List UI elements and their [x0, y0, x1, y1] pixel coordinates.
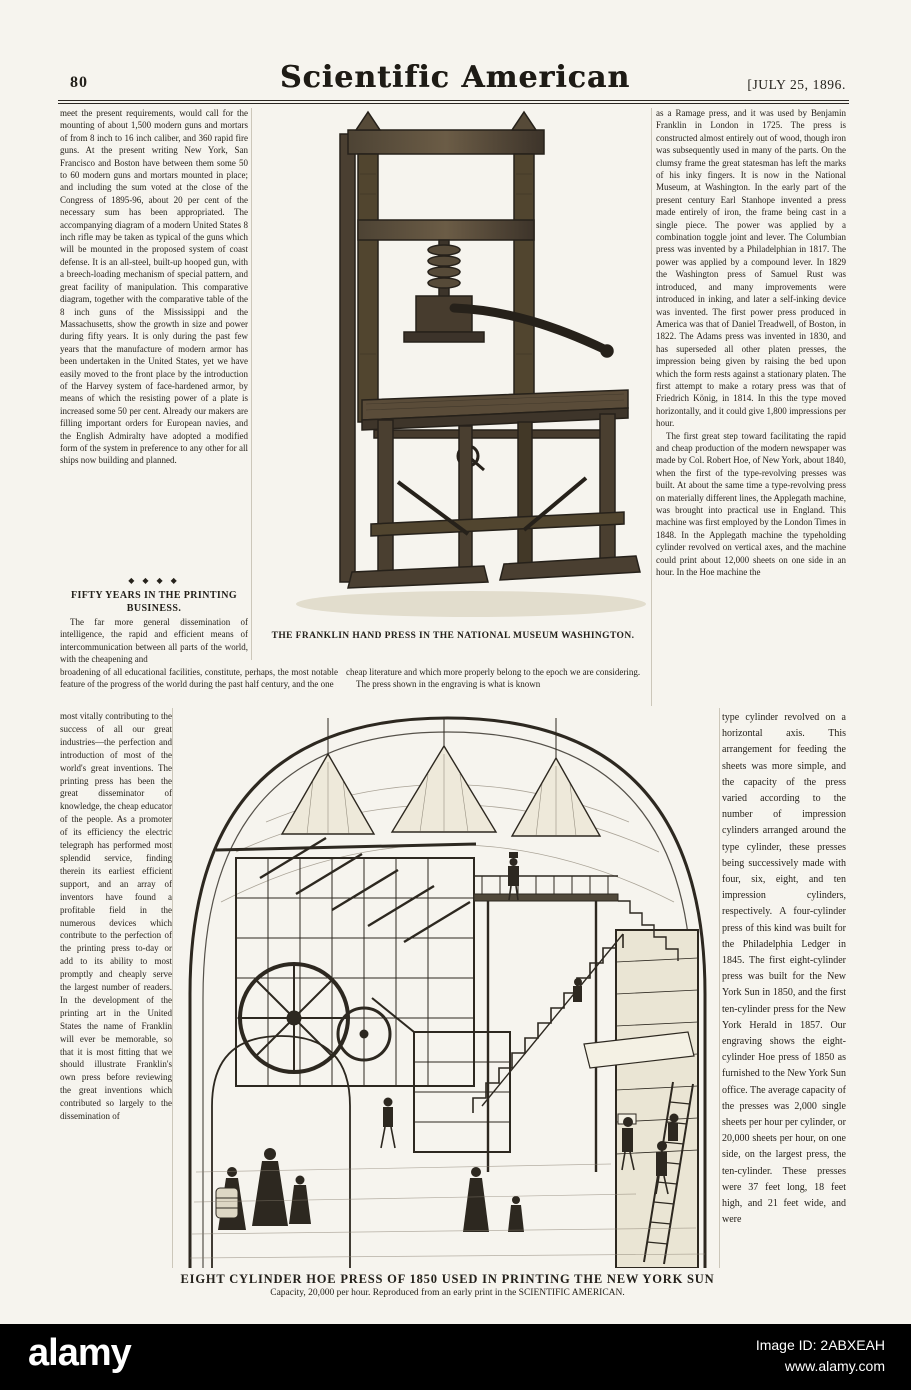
hoe-press-engraving [176, 702, 719, 1268]
right-column-narrow [722, 710, 846, 1270]
page-number: 80 [70, 74, 88, 91]
right-column-text [656, 107, 846, 707]
alamy-meta [756, 1335, 885, 1377]
column-rule-lower-left [172, 708, 173, 1268]
alamy-logo: alamy [28, 1332, 131, 1374]
right-narrow-paragraph: type cylinder revolved on a horizontal axis. This arrangement for feeding the sheets was more simple, and the capacity of the press varied according to the number of impression cylinders arranged around the type cylinder, these presses being successively made with four, six, eight, and ten impression cylinders, respectively. A four-cylinder press of this kind was built for the Philadelphia Ledger in 1845. The first eight-cylinder press was built for the New York Sun in 1850, and the first ten-cylinder press for the New York Herald in 1857. Our engraving shows the eight-cylinder Hoe press of 1850 as furnished to the New York Sun office. The average capacity of the presses was 2,000 single sheets per hour per cylinder, or 20,000 sheets per hour, on one side, on the largest press, the ten-cylinder. These presses were 37 feet long, 18 feet high, and 21 feet wide, and were [722, 712, 846, 1226]
printing-article-narrow [60, 710, 172, 1270]
right-column-p1: as a Ramage press, and it was used by Benjamin Franklin in London in 1725. The press is constructed almost entirely out of wood, though iron was subsequently used in many of the parts. On the clumsy frame the great statesman has left the marks of his inky fingers. It is now in the National Museum, at Washington. In the early part of the present century Earl Stanhope invented a press made entirely of iron, the frame being cast in a single piece. The power was applied by a combination toggle joint and lever. The Columbian press was invented by a Philadelphian in 1817. The power was applied by a compound lever. In 1829 the Washington press of Samuel Rust was introduced, and many improvements were introduced in inking, and later a self-inking device was invented. The first power press produced in America was that of Daniel Treadwell, of Boston, in 1822. The Adams press was invented in 1830, and has superseded all other platen presses, the impression being given by raising the bed upon which the form rests against a stationary platen. The first attempt to make a rotary press was that of Friedrich König, in 1814. In this the type moved horizontally, and it could give 1,800 impressions per hour. [656, 108, 846, 429]
masthead [255, 60, 655, 95]
printing-article-heading: FIFTY YEARS IN THE PRINTING BUSINESS. [70, 590, 237, 614]
franklin-press-caption: THE FRANKLIN HAND PRESS IN THE NATIONAL MUSEUM WASHINGTON. [271, 631, 635, 641]
hoe-press-caption: EIGHT CYLINDER HOE PRESS OF 1850 USED IN PRINTING THE NEW YORK SUN [180, 1272, 715, 1286]
alamy-url: www.alamy.com [784, 1358, 885, 1374]
hoe-press-figure [176, 702, 719, 1268]
masthead-title: Scientific American [279, 60, 631, 95]
armor-article-paragraph: meet the present requirements, would call for the mounting of about 1,500 modern guns and mortars of from 8 inch to 16 inch caliber, and 360 rapid fire guns. At the present writing New York, San Francisco and Boston have between them some 50 to 60 modern guns and mortars mounted in place; and including the sum voted at the close of the Congress of 1895-96, about 20 per cent of the necessary sum has been appropriated. The accompanying diagram of a modern United States 8 inch rifle may be taken as typical of the guns which will be mounted in the proposed system of coast defense. It is an all-steel, built-up hooped gun, with a breech-loading mechanism of special pattern, and great facility of manipulation. This comparative diagram, together with the comparative table of the 8 inch guns of the Mississippi and the Massachusetts, show the growth in size and power during fifty years. It is only during the past few years that the manufacture of modern armor has been undertaken in the United States, yet we have easily moved to the front place by the introduction of the Harvey system of face-hardened armor, by means of which the resisting power of a plate is increased some 50 per cent. Already our makers are filling important orders for European navies, and the English Admiralty have adopted a modified form of the system in preference to any other for all ships now building and planned. [60, 108, 248, 466]
right-column-p2: The first great step toward facilitating the rapid and cheap production of the modern newspaper was made by Col. Robert Hoe, of New York, about 1840, when the first of the type-revolving presses was built. At about the same time a type-revolving press on materially different lines, the Applegath machine, was brought into practical use in England. This machine was first employed by the London Times in 1848. In the Applegath machine the typeholding cylinder revolved on vertical axes, and the machine could print about 12,000 sheets on one side in an hour. In the Hoe machine the [656, 430, 846, 578]
column-rule-lower-right [719, 708, 720, 1268]
printing-band-paragraph: broadening of all educational facilities, constitute, perhaps, the most notable feature of the progress of the world during the past half century, and the one [60, 667, 338, 690]
middle-band-p1: cheap literature and which more properly belong to the epoch we are considering. [346, 667, 641, 677]
hoe-press-subcaption: Capacity, 20,000 per hour. Reproduced from an early print in the SCIENTIFIC AMERICAN. [270, 1288, 625, 1298]
armor-article-text [60, 107, 248, 574]
issue-date: [JULY 25, 1896. [747, 77, 846, 92]
column-rule-right [651, 108, 652, 706]
column-rule-left [251, 108, 252, 660]
franklin-press-figure [256, 104, 650, 630]
printing-intro-paragraph: The far more general dissemination of intelligence, the rapid and efficient means of intercommunication between all parts of the world, with the cheapening and [60, 617, 248, 664]
printing-article-intro [60, 616, 248, 664]
article-ornament: ◆ ◆ ◆ ◆ [128, 576, 180, 585]
image-id: Image ID: 2ABXEAH [755, 1337, 885, 1353]
middle-band-p2: The press shown in the engraving is what is known [356, 679, 541, 690]
alamy-watermark-bar [0, 1324, 911, 1390]
printing-narrow-paragraph: most vitally contributing to the success of all our great industries—the perfection and introduction of most of the world's great inventions. The printing press has been the great disseminator of knowledge, the cheap educator of the people. As a promoter of its efficiency the electric telegraph has performed most splendid service, finding therein its earliest efficient support, and an array of inventors have found a profitable field in the numerous devices which contribute to the perfection of the printing press to-day or add to its ability to most promptly and cheaply serve the largest number of readers. In the development of the printing art in the United States the name of Franklin will ever be memorable, so that it is most fitting that we should illustrate Franklin's own press before reviewing the great inventions which contributed so largely to the dissemination of [60, 711, 172, 1122]
franklin-press-engraving [256, 104, 650, 630]
